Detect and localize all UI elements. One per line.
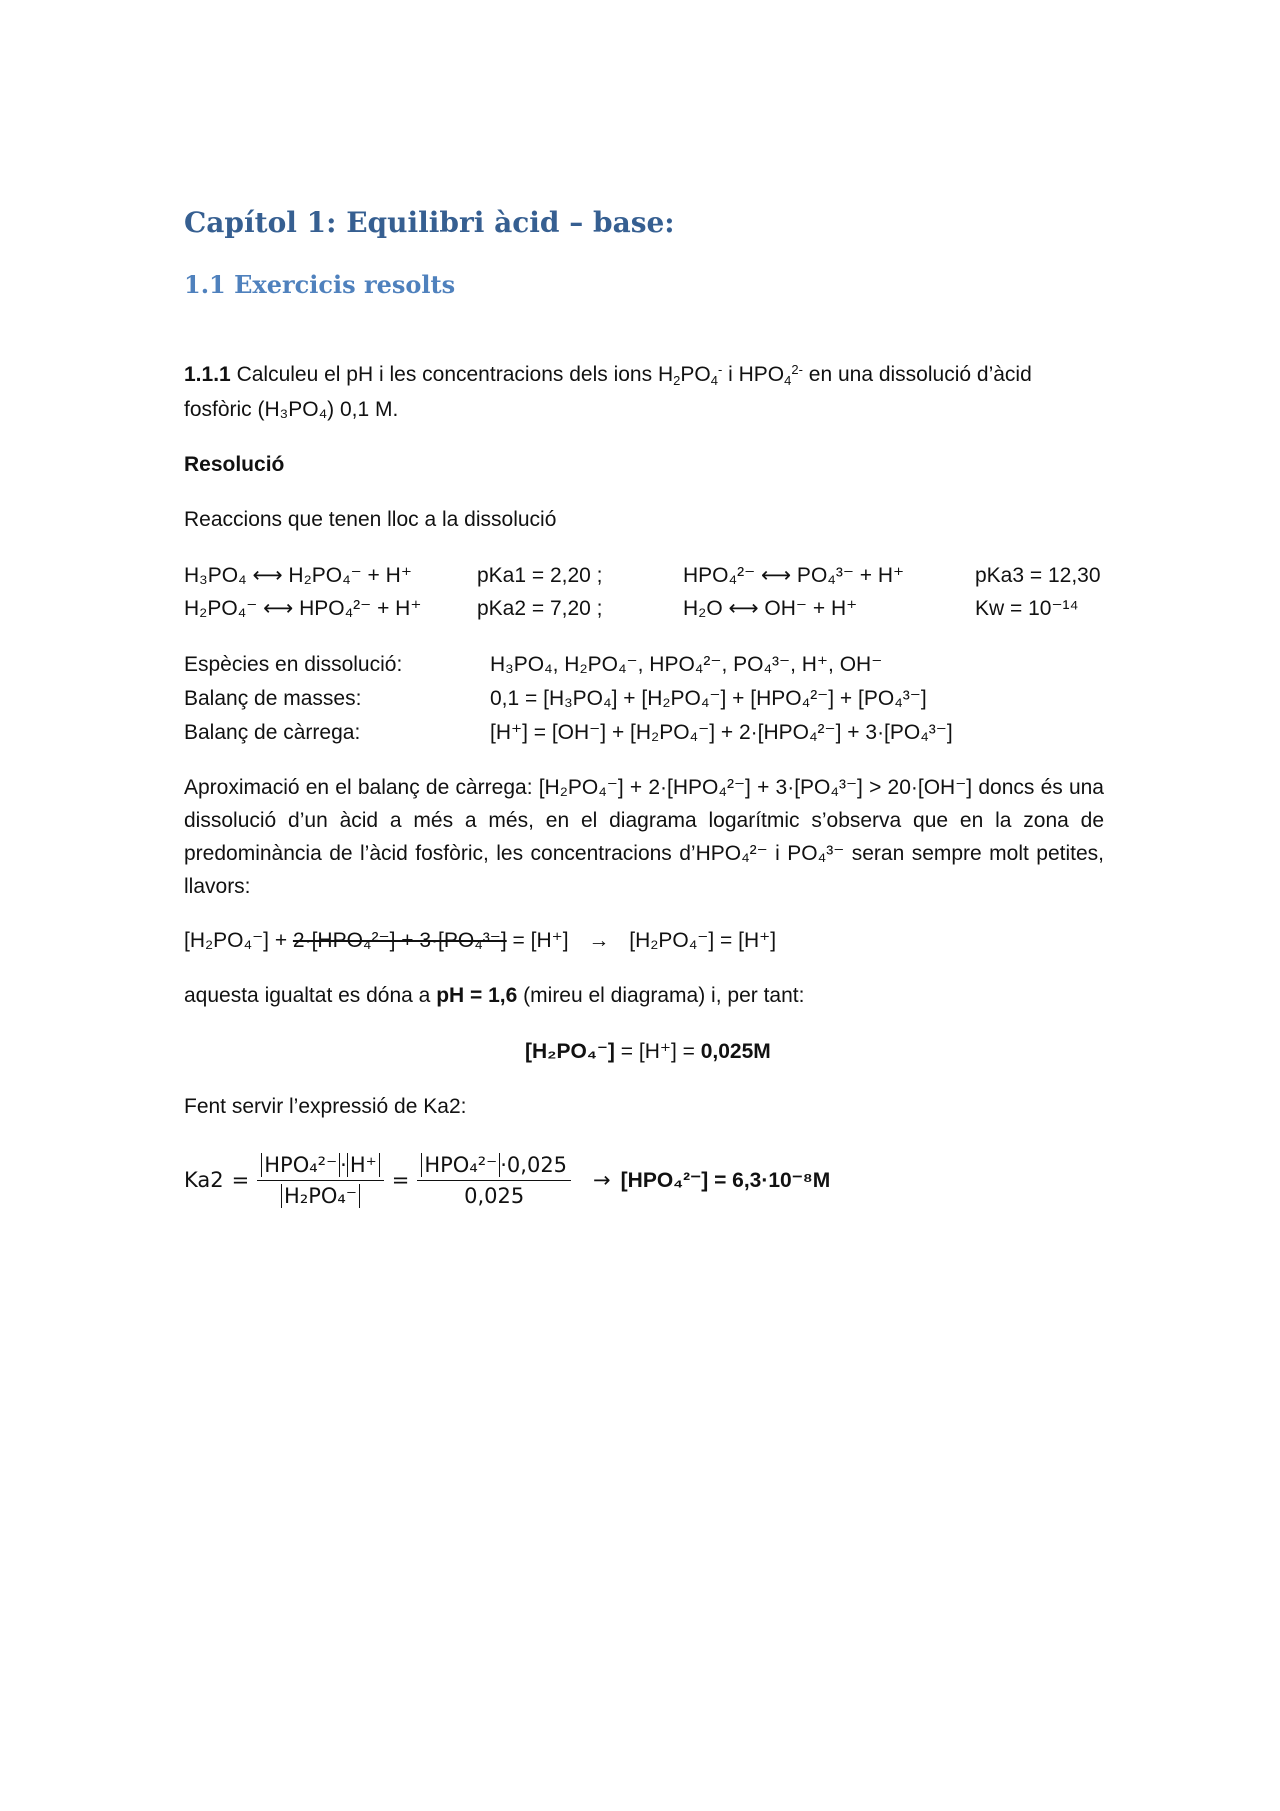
approximation-paragraph: Aproximació en el balanç de càrrega: [H₂PO₄⁻] + 2·[HPO₄²⁻] + 3·[PO₄³⁻] > 20·[OH⁻] doncs és una dissolució d’un àcid a més a més, en el diagrama logarítmic s’observa que en la zona de predominància de l’àcid fosfòric, les concentracions d’HPO₄²⁻ i PO₄³⁻ seran sempre molt petites, llavors: — [184, 776, 1104, 898]
fraction1-num-b: H⁺ — [347, 1153, 380, 1177]
resolucio-heading: Resolució — [184, 453, 285, 476]
pka3: pKa3 = 12,30 — [975, 564, 1101, 587]
ka2-symbol: Ka2 — [184, 1168, 224, 1192]
result-value: 0,025M — [700, 1040, 771, 1063]
chapter-title: Capítol 1: Equilibri àcid – base: — [184, 206, 675, 239]
charge-balance-value: [H⁺] = [OH⁻] + [H₂PO₄⁻] + 2·[HPO₄²⁻] + 3·[PO₄³⁻] — [490, 721, 953, 744]
equality-post: (mireu el diagrama) i, per tant: — [517, 984, 805, 1007]
fraction2-den: 0,025 — [464, 1183, 525, 1208]
reaction-4: H₂O ⟷ OH⁻ + H⁺ — [683, 597, 858, 620]
right-arrow-icon: → — [588, 929, 610, 952]
pka1: pKa1 = 2,20 ; — [477, 564, 603, 587]
exercise-statement-line1: 1.1.1 Calculeu el pH i les concentracions dels ions $H_2PO_4^-$ i $HPO_4^{2-}$ en una dissolució d’àcid — [184, 362, 1032, 388]
fraction-1 — [257, 1153, 383, 1208]
charge-balance-label: Balanç de càrrega: — [184, 721, 361, 744]
fraction1-dot: · — [340, 1152, 347, 1177]
mass-balance-label: Balanç de masses: — [184, 687, 362, 710]
fraction1-num-a: HPO₄²⁻ — [261, 1153, 340, 1177]
exercise-statement-line2: fosfòric (H₃PO₄) 0,1 M. — [184, 398, 399, 421]
statement-part-b: i — [722, 363, 739, 386]
mass-balance-value: 0,1 = [H₃PO₄] + [H₂PO₄⁻] + [HPO₄²⁻] + [PO₄³⁻] — [490, 687, 927, 710]
fraction-2 — [417, 1153, 571, 1208]
reaction-2: H₂PO₄⁻ ⟷ HPO₄²⁻ + H⁺ — [184, 597, 422, 620]
equality-pre: aquesta igualtat es dóna a — [184, 984, 437, 1007]
formula-arrow-icon: → — [593, 1168, 611, 1192]
reactions-intro: Reaccions que tenen lloc a la dissolució — [184, 508, 557, 531]
formula-answer: [HPO₄²⁻] = 6,3·10⁻⁸M — [620, 1168, 831, 1192]
reaction-1: H₃PO₄ ⟷ H₂PO₄⁻ + H⁺ — [184, 564, 412, 587]
equality-ph: pH = 1,6 — [436, 984, 518, 1007]
simplification-result: [H₂PO₄⁻] = [H⁺] — [629, 929, 777, 952]
reaction-3: HPO₄²⁻ ⟷ PO₄³⁻ + H⁺ — [683, 564, 905, 587]
result-h2po4: [H₂PO₄⁻] — [525, 1040, 615, 1063]
species-value: H₃PO₄, H₂PO₄⁻, HPO₄²⁻, PO₄³⁻, H⁺, OH⁻ — [490, 653, 883, 676]
ka2-formula: Ka2 = $\frac{\text{HPO₄²⁻ · H⁺}}{\text{H₂PO₄⁻}}$ = $\frac{\text{HPO₄²⁻ ·0,025}}{0,025}$ → [HPO₄²⁻] = 6,3·10⁻⁸M — [184, 1152, 831, 1208]
statement-part-a: Calculeu el pH i les concentracions dels ions — [236, 363, 658, 386]
simplification-line — [184, 928, 776, 954]
pka2: pKa2 = 7,20 ; — [477, 597, 603, 620]
ka2-intro: Fent servir l’expressió de Ka2: — [184, 1095, 467, 1118]
simplification-rhs: = [H⁺] — [506, 929, 569, 952]
fraction2-num-b: ·0,025 — [500, 1152, 568, 1177]
fraction2-num-a: HPO₄²⁻ — [421, 1153, 500, 1177]
kw: Kw = 10⁻¹⁴ — [975, 597, 1079, 620]
struck-terms: 2·[HPO₄²⁻] + 3·[PO₄³⁻] — [292, 929, 507, 952]
equality-line — [184, 983, 804, 1009]
concentration-result — [525, 1039, 771, 1065]
simplification-lhs: [H₂PO₄⁻] + — [184, 929, 293, 952]
section-title: 1.1 Exercicis resolts — [184, 270, 456, 299]
exercise-number: 1.1.1 — [184, 363, 231, 386]
result-mid: = [H⁺] = — [614, 1040, 701, 1063]
fraction1-den: H₂PO₄⁻ — [281, 1184, 360, 1208]
statement-part-c: en una dissolució d’àcid — [802, 363, 1032, 386]
species-label: Espècies en dissolució: — [184, 653, 403, 676]
